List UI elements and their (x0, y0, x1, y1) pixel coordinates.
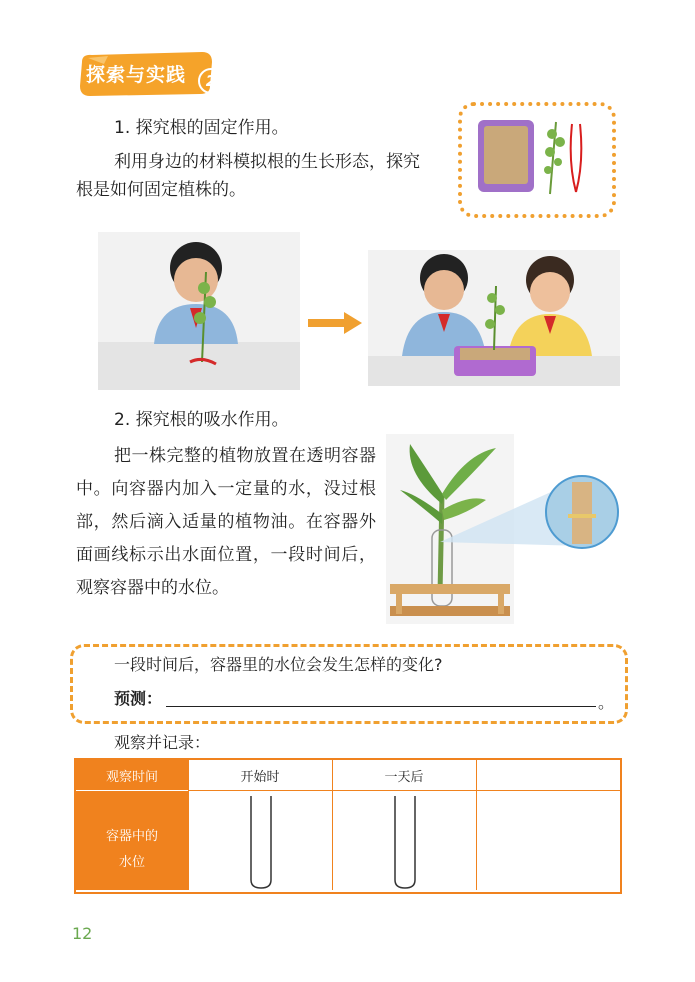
part1-heading: 1. 探究根的固定作用。 (114, 118, 289, 138)
table-vline (332, 760, 333, 890)
part1-text-line1: 利用身边的材料模拟根的生长形态，探究 (114, 152, 420, 172)
table-hline-label (76, 790, 188, 791)
page-number: 12 (72, 924, 93, 943)
section-number: 2 (198, 68, 224, 94)
table-vline (476, 760, 477, 890)
predict-end-mark: 。 (598, 693, 615, 712)
test-tube-start[interactable] (250, 796, 272, 890)
row-label-line1: 容器中的 (105, 829, 158, 844)
magnified-root-view (440, 472, 622, 552)
row-label-water-level (76, 824, 188, 876)
photo-boy-plant (98, 232, 300, 390)
section-title: 探索与实践 (86, 64, 187, 86)
arrow-right-icon (308, 312, 362, 334)
predict-answer-line[interactable] (166, 706, 596, 707)
part2-text (76, 440, 376, 605)
photo-children-tray (368, 250, 620, 386)
test-tube-one-day[interactable] (394, 796, 416, 890)
record-table (74, 758, 622, 894)
record-label: 观察并记录： (114, 733, 211, 752)
row-label-line2: 水位 (118, 855, 145, 870)
header-observe-time: 观察时间 (105, 770, 158, 785)
question-text: 一段时间后，容器里的水位会发生怎样的变化? (114, 655, 443, 674)
predict-label: 预测： (114, 689, 163, 708)
part2-heading: 2. 探究根的吸水作用。 (114, 410, 289, 430)
part1-text-line2: 根是如何固定植株的。 (76, 180, 246, 200)
part2-text-body: 把一株完整的植物放置在透明容器中。向容器内加入一定量的水，没过根部，然后滴入适量的植物油。在容器外面画线标示出水面位置，一段时间后，观察容器中的水位。 (76, 446, 376, 598)
table-vline (188, 760, 189, 890)
header-one-day-later: 一天后 (384, 770, 424, 785)
materials-image (472, 112, 598, 202)
header-start: 开始时 (240, 770, 280, 785)
